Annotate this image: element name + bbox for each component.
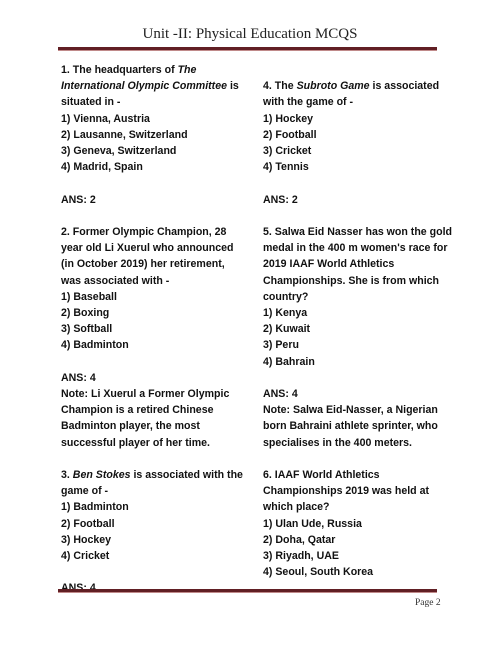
- question-5: [263, 224, 468, 370]
- header-rule-thin: [58, 50, 437, 51]
- option: 3) Softball: [61, 323, 113, 336]
- option: 2) Lausanne, Switzerland: [61, 128, 188, 141]
- question-text: The headquarters of: [72, 64, 178, 76]
- footer-rule-thin: [58, 592, 437, 593]
- question-text: with the game of -: [263, 96, 354, 109]
- question-number: 3.: [61, 469, 70, 482]
- option: 4) Badminton: [61, 339, 129, 352]
- question-text: (in October 2019) her retirement,: [61, 258, 225, 271]
- question-emphasis: Ben Stokes: [72, 469, 131, 482]
- option: 3) Riyadh, UAE: [263, 550, 339, 563]
- question-number: 1.: [61, 64, 70, 76]
- question-text: country?: [263, 290, 309, 303]
- question-emphasis: The: [177, 64, 197, 76]
- option: 1) Badminton: [61, 501, 129, 514]
- page-number: Page 2: [415, 598, 441, 608]
- option: 1) Hockey: [263, 112, 314, 125]
- question-text: 2019 IAAF World Athletics: [263, 258, 395, 271]
- option: 3) Cricket: [263, 145, 312, 157]
- question-text: game of -: [61, 485, 109, 498]
- question-text: situated in -: [61, 96, 121, 109]
- question-1: [61, 62, 266, 175]
- option: 1) Baseball: [61, 290, 117, 303]
- option: 4) Bahrain: [263, 355, 315, 368]
- question-6: [263, 467, 468, 580]
- right-column: [263, 62, 468, 580]
- page-header-title: Unit -II: Physical Education MCQS: [142, 26, 358, 42]
- question-4: [263, 78, 468, 175]
- option: 2) Doha, Qatar: [263, 533, 336, 546]
- left-column: [61, 62, 266, 597]
- option: 3) Hockey: [61, 533, 112, 546]
- question-text: Salwa Eid Nasser has won the gold: [274, 225, 452, 238]
- question-number: 6.: [263, 469, 272, 481]
- question-text: Championships 2019 was held at: [263, 485, 430, 498]
- option: 4) Tennis: [263, 161, 309, 174]
- option: 1) Kenya: [263, 307, 308, 319]
- option: 3) Peru: [263, 339, 299, 352]
- question-emphasis: Subroto Game: [296, 80, 370, 93]
- question-text: which place?: [263, 501, 330, 514]
- question-3: [61, 467, 266, 564]
- option: 2) Kuwait: [263, 323, 311, 336]
- answer: ANS: 4: [61, 371, 96, 384]
- question-text: Former Olympic Champion, 28: [72, 226, 227, 238]
- question-text: was associated with -: [61, 274, 170, 287]
- answer: ANS: 2: [61, 193, 96, 206]
- option: 4) Madrid, Spain: [61, 161, 143, 174]
- answer: ANS: 2: [263, 193, 298, 206]
- note: Note: Li Xuerul a Former Olympic Champion is a retired Chinese Badminton player, the most successful player of her time.: [61, 388, 230, 449]
- question-text: Championships. She is from which: [263, 274, 439, 287]
- question-number: 5.: [263, 225, 272, 238]
- question-text: The: [274, 80, 297, 93]
- question-text: year old Li Xuerul who announced: [61, 242, 234, 255]
- question-text: is associated with the: [130, 469, 243, 482]
- note: Note: Salwa Eid-Nasser, a Nigerian born Bahraini athlete sprinter, who specialises in the 400 meters.: [263, 404, 438, 449]
- option: 1) Vienna, Austria: [61, 112, 150, 125]
- question-text: IAAF World Athletics: [274, 469, 380, 481]
- option: 2) Boxing: [61, 307, 110, 320]
- option: 4) Seoul, South Korea: [263, 566, 374, 579]
- option: 1) Ulan Ude, Russia: [263, 517, 362, 530]
- option: 2) Football: [263, 128, 317, 141]
- question-number: 4.: [263, 80, 272, 93]
- option: 3) Geneva, Switzerland: [61, 145, 177, 158]
- question-emphasis: International Olympic Committee: [61, 80, 227, 93]
- question-text: is: [227, 80, 239, 93]
- answer: ANS: 4: [263, 388, 298, 400]
- option: 4) Cricket: [61, 550, 110, 563]
- question-number: 2.: [61, 226, 70, 238]
- question-text: is associated: [369, 80, 440, 93]
- option: 2) Football: [61, 517, 115, 530]
- question-2: [61, 224, 266, 354]
- question-text: medal in the 400 m women's race for: [263, 242, 448, 255]
